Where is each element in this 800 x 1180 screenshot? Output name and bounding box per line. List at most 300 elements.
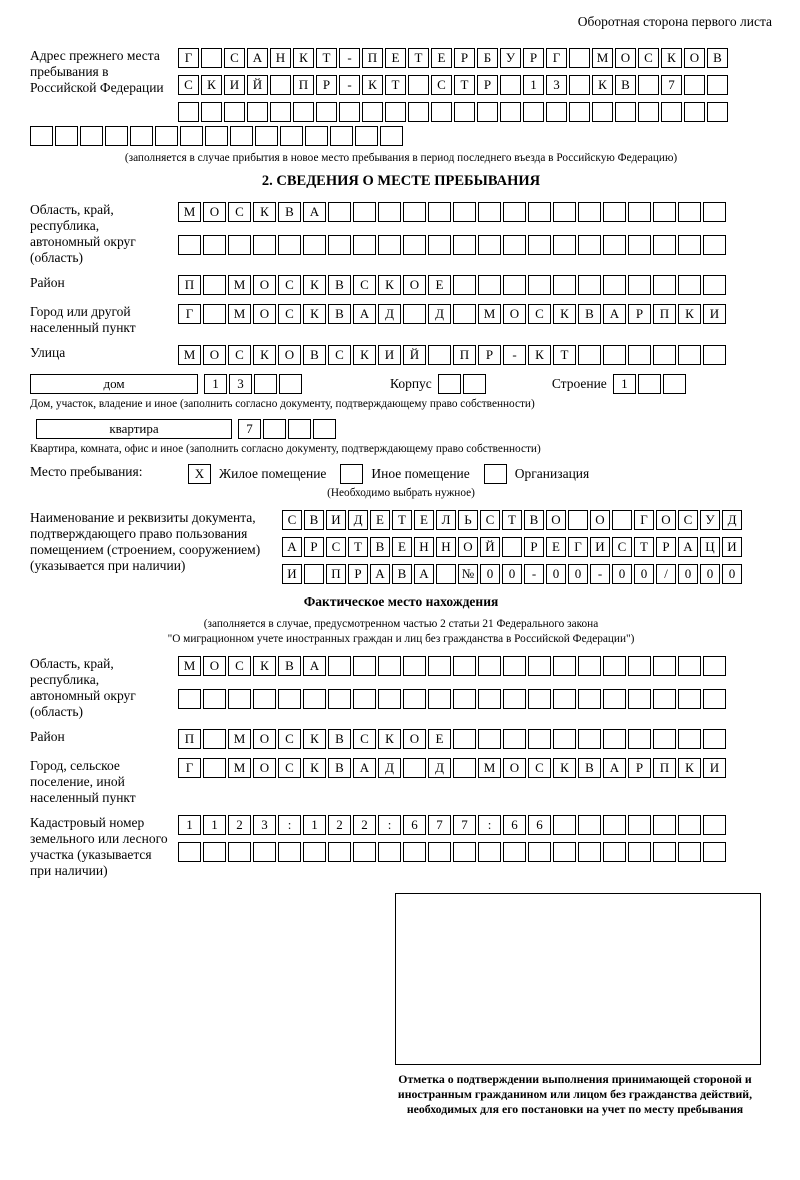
char-box: 3 [229,374,252,394]
char-box [528,235,551,255]
char-box [478,729,501,749]
char-box [403,689,426,709]
char-box: К [553,758,576,778]
prev-address-note: (заполняется в случае прибытия в новое место пребывания в период последнего въезда в Российскую Федерацию) [124,152,678,164]
char-box: Т [348,537,368,557]
char-box: 0 [546,564,566,584]
char-box [678,275,701,295]
char-box: В [303,345,326,365]
prev-address-row4 [30,126,772,146]
char-box [707,102,728,122]
char-box [328,656,351,676]
actual-location-note-line1: (заполняется в случае, предусмотренном частью 2 статьи 21 Федерального закона [203,618,599,630]
char-box: Д [428,304,451,324]
char-box [408,75,429,95]
char-box [408,102,429,122]
char-box: Е [428,729,451,749]
char-box [638,75,659,95]
char-box: А [414,564,434,584]
char-box [528,689,551,709]
actual-location-title: Фактическое место нахождения [303,594,499,609]
stay-type-label: Место пребывания: [30,464,143,479]
char-box [278,689,301,709]
char-box [303,235,326,255]
char-box [578,815,601,835]
char-box: 1 [303,815,326,835]
char-box: В [304,510,324,530]
char-box: М [178,345,201,365]
char-box: : [478,815,501,835]
char-box [178,235,201,255]
char-box: Е [546,537,566,557]
char-box [678,345,701,365]
char-box: Е [385,48,406,68]
char-box [203,235,226,255]
actual-city-label: Город, сельское поселение, иной населенный пункт [30,758,136,805]
actual-district-block [30,729,772,749]
char-box [578,656,601,676]
char-box: И [378,345,401,365]
char-box [678,815,701,835]
char-box [255,126,278,146]
char-box [288,419,311,439]
char-box: С [328,345,351,365]
char-box: О [656,510,676,530]
city-row [178,304,726,324]
char-box: К [353,345,376,365]
char-box [330,126,353,146]
char-box [203,689,226,709]
stay-type-note: (Необходимо выбрать нужное) [327,487,475,499]
char-box [328,235,351,255]
char-box [678,729,701,749]
char-box [178,689,201,709]
char-box [653,345,676,365]
char-box: С [638,48,659,68]
char-box [201,102,222,122]
char-box [503,656,526,676]
char-box [431,102,452,122]
char-box [313,419,336,439]
char-box: М [228,275,251,295]
char-box: 6 [528,815,551,835]
char-box [478,842,501,862]
char-box: Т [316,48,337,68]
char-box [578,689,601,709]
char-box [478,656,501,676]
char-box [653,815,676,835]
char-box: Р [454,48,475,68]
char-box: П [653,758,676,778]
char-box: Н [414,537,434,557]
char-box [403,842,426,862]
char-box: М [178,656,201,676]
char-box: Р [628,304,651,324]
house-note: Дом, участок, владение и иное (заполнить согласно документу, подтверждающему право собственности) [30,398,535,410]
char-box [653,689,676,709]
char-box [378,202,401,222]
char-box [270,75,291,95]
char-box [603,842,626,862]
char-box: : [278,815,301,835]
char-box [603,689,626,709]
char-box: 0 [634,564,654,584]
prev-address-rows [178,48,728,122]
char-box: М [178,202,201,222]
char-box: И [282,564,302,584]
char-box: К [378,729,401,749]
char-box: Т [454,75,475,95]
city-block [30,304,772,336]
char-box [703,275,726,295]
char-box [203,275,226,295]
document-row3 [282,564,742,584]
char-box [203,842,226,862]
char-box [378,689,401,709]
char-box [362,102,383,122]
char-box: О [503,758,526,778]
char-box: В [392,564,412,584]
char-box: О [203,345,226,365]
stay-option-residential-checkbox: X [188,464,211,484]
char-box [661,102,682,122]
char-box [278,842,301,862]
char-box: О [458,537,478,557]
char-box [592,102,613,122]
char-box [678,656,701,676]
char-box [428,345,451,365]
char-box [478,275,501,295]
char-box: / [656,564,676,584]
actual-region-block [30,656,772,720]
char-box: Р [316,75,337,95]
char-box: А [603,758,626,778]
char-box: 3 [546,75,567,95]
char-box: К [362,75,383,95]
char-box [653,729,676,749]
char-box: 2 [328,815,351,835]
char-box [678,689,701,709]
char-box [503,842,526,862]
char-box [703,345,726,365]
char-box [454,102,475,122]
char-box: Т [502,510,522,530]
actual-region-rows [178,656,726,709]
char-box: С [228,656,251,676]
stay-type-block [30,464,772,484]
char-box [628,275,651,295]
char-box: П [653,304,676,324]
char-box: С [326,537,346,557]
actual-location-note-line2: "О миграционном учете иностранных граждан и лиц без гражданства в Российской Федерации") [167,633,635,645]
char-box [328,842,351,862]
char-box [503,202,526,222]
char-box: В [278,656,301,676]
char-box [353,842,376,862]
char-box [224,102,245,122]
char-box: К [253,202,276,222]
char-box [105,126,128,146]
char-box: О [615,48,636,68]
char-box: П [178,275,201,295]
char-box: 1 [178,815,201,835]
char-box: С [480,510,500,530]
char-box [478,689,501,709]
char-box: Г [634,510,654,530]
char-box: И [703,758,726,778]
char-box [523,102,544,122]
char-box: И [722,537,742,557]
char-box: С [228,345,251,365]
char-box: Д [428,758,451,778]
char-box: А [303,656,326,676]
stroenie-cells [613,374,686,394]
char-box: : [378,815,401,835]
char-box [247,102,268,122]
char-box [30,126,53,146]
char-box: Ь [458,510,478,530]
korpus-cells [438,374,486,394]
char-box: К [293,48,314,68]
char-box [578,275,601,295]
char-box [353,656,376,676]
street-row [178,345,726,365]
char-box [428,235,451,255]
char-box: П [293,75,314,95]
char-box [279,374,302,394]
char-box: А [282,537,302,557]
char-box [228,235,251,255]
char-box [477,102,498,122]
actual-district-label: Район [30,729,65,744]
char-box [253,689,276,709]
char-box: М [478,758,501,778]
char-box [707,75,728,95]
stroenie-label: Строение [551,376,607,391]
char-box: В [615,75,636,95]
char-box: Е [370,510,390,530]
char-box [155,126,178,146]
char-box: Р [478,345,501,365]
char-box [528,729,551,749]
region-row2 [178,235,726,255]
char-box: - [339,48,360,68]
char-box: В [278,202,301,222]
char-box: 0 [722,564,742,584]
char-box [653,235,676,255]
char-box [569,48,590,68]
char-box [603,345,626,365]
cadastral-label: Кадастровый номер земельного или лесного участка (указывается при наличии) [30,815,168,878]
document-rows [282,510,742,584]
char-box [578,345,601,365]
street-label: Улица [30,345,66,360]
char-box [453,689,476,709]
char-box [678,235,701,255]
char-box [553,842,576,862]
char-box: И [590,537,610,557]
char-box: Н [270,48,291,68]
char-box: 1 [204,374,227,394]
char-box: К [678,304,701,324]
char-box [201,48,222,68]
char-box: В [328,729,351,749]
char-box [478,202,501,222]
char-box [628,689,651,709]
char-box: Й [480,537,500,557]
char-box [603,202,626,222]
char-box: А [603,304,626,324]
char-box: А [303,202,326,222]
char-box [578,202,601,222]
char-box: Т [392,510,412,530]
char-box [305,126,328,146]
char-box [453,304,476,324]
char-box [304,564,324,584]
actual-city-row [178,758,726,778]
char-box [403,235,426,255]
char-box [203,304,226,324]
char-box: Е [414,510,434,530]
char-box [703,689,726,709]
char-box: Е [428,275,451,295]
prev-address-row3 [178,102,728,122]
char-box: И [224,75,245,95]
char-box [503,235,526,255]
char-box: С [228,202,251,222]
char-box [703,815,726,835]
actual-region-row2 [178,689,726,709]
char-box: Г [178,758,201,778]
district-label: Район [30,275,65,290]
char-box: Д [722,510,742,530]
char-box: С [431,75,452,95]
korpus-label: Корпус [390,376,432,391]
char-box [438,374,461,394]
char-box: А [370,564,390,584]
char-box: Л [436,510,456,530]
char-box: А [678,537,698,557]
char-box: 7 [453,815,476,835]
char-box [628,235,651,255]
char-box: Т [385,75,406,95]
char-box: 0 [480,564,500,584]
char-box: В [578,304,601,324]
char-box: 0 [678,564,698,584]
char-box [569,102,590,122]
char-box [553,815,576,835]
char-box: К [303,729,326,749]
char-box [628,729,651,749]
char-box: Н [436,537,456,557]
char-box [678,842,701,862]
char-box: О [203,202,226,222]
char-box [436,564,456,584]
prev-address-row1 [178,48,728,68]
char-box: В [707,48,728,68]
char-box [80,126,103,146]
char-box: 2 [353,815,376,835]
char-box: М [228,304,251,324]
char-box [328,689,351,709]
char-box [453,202,476,222]
document-row2 [282,537,742,557]
char-box: У [500,48,521,68]
char-box: О [503,304,526,324]
char-box [568,510,588,530]
char-box: О [278,345,301,365]
char-box: Р [304,537,324,557]
street-block [30,345,772,365]
char-box: В [370,537,390,557]
char-box: М [228,758,251,778]
char-box [628,842,651,862]
char-box [230,126,253,146]
char-box: С [678,510,698,530]
char-box: - [503,345,526,365]
char-box [553,729,576,749]
char-box: С [353,729,376,749]
cadastral-row2 [178,842,726,862]
char-box [203,729,226,749]
char-box [578,729,601,749]
char-box [703,202,726,222]
char-box: А [353,304,376,324]
char-box [528,275,551,295]
char-box: О [253,758,276,778]
char-box [453,235,476,255]
char-box [653,202,676,222]
stay-option-organization-label: Организация [514,466,590,481]
char-box [353,689,376,709]
document-label: Наименование и реквизиты документа, подтверждающего право пользования помещением (строением, сооружением) (указывается при наличии) [30,510,261,573]
char-box: П [453,345,476,365]
char-box [378,656,401,676]
char-box: С [278,275,301,295]
char-box: С [178,75,199,95]
char-box [703,656,726,676]
char-box: Г [178,304,201,324]
char-box: О [546,510,566,530]
char-box: В [524,510,544,530]
apartment-block [30,419,772,439]
char-box: К [678,758,701,778]
char-box: И [703,304,726,324]
house-number-cells [204,374,302,394]
char-box [684,102,705,122]
char-box [278,235,301,255]
char-box: Й [247,75,268,95]
char-box [503,729,526,749]
actual-city-block [30,758,772,806]
stay-option-other-checkbox [340,464,363,484]
char-box: - [524,564,544,584]
char-box [316,102,337,122]
char-box: 1 [523,75,544,95]
char-box [628,345,651,365]
char-box [403,656,426,676]
char-box [703,729,726,749]
region-row1 [178,202,726,222]
char-box [503,689,526,709]
char-box [428,842,451,862]
char-box [178,842,201,862]
char-box: Т [634,537,654,557]
char-box [628,815,651,835]
char-box: Б [477,48,498,68]
cadastral-rows [178,815,726,862]
char-box [303,842,326,862]
